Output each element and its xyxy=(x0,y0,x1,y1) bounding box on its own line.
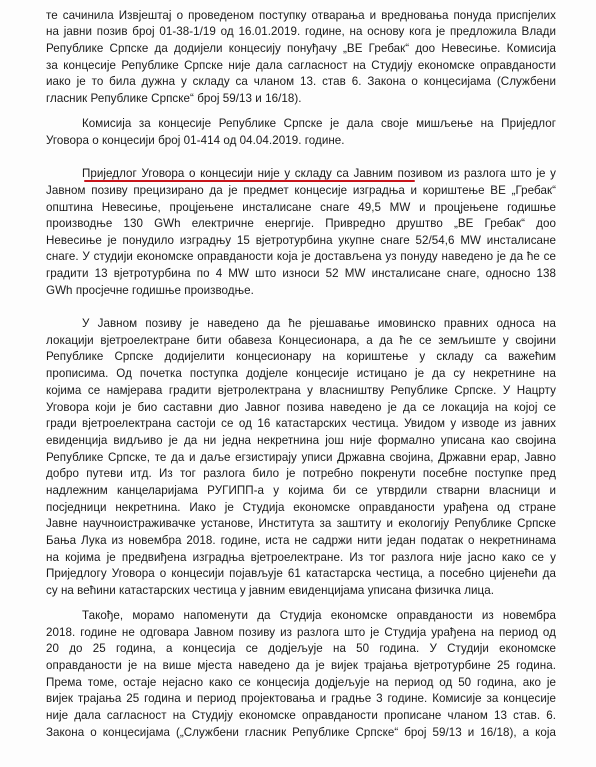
text-line: Комисија за концесије Републике Српске је дала своје мишљење на Приједлог xyxy=(82,117,556,130)
text-line: надлежним канцеларијама РУГИПП-а у којима би се утврдили стварни власници и xyxy=(46,484,556,497)
text-line: за концесије Републике Српске није дала сагласност на Студију економске оправданости xyxy=(46,59,556,72)
text-line: GWh просјечне годишње производње. xyxy=(46,284,254,297)
text-line: Јавном позиву прецизирано да је предмет концесије изградња и кориштење ВЕ „Гребак“ xyxy=(46,184,556,197)
text-line: општина Невесиње, процјењене инсталисане снаге 49,5 MW и процјењене годишње xyxy=(46,201,556,214)
text-line: посједници некретнина. Иако је Студија економске оправданости урађена од стране xyxy=(46,501,556,514)
text-line: иако је то била дужна у складу са чланом 13. став 6. Закона о концесијама (Службени xyxy=(46,75,556,88)
text-line: Републике Српске да додијели концесију понуђачу „ВЕ Гребак“ доо Невесиње. Комисија xyxy=(46,42,556,55)
text-line: гласник Републике Српске“ број 59/13 и 16/18). xyxy=(46,92,302,105)
text-line: Невесиње је понудило изградњу 15 вјетротурбина укупне снаге 52/54,6 MW инсталисане xyxy=(46,234,556,247)
text-line: Јавне научноистраживачке установе, Института за заштиту и екологију Републике Српске xyxy=(46,517,556,530)
text-line: на којима је предвиђена изградња вјетроелектране. Из тог разлога није јасно како се у xyxy=(46,551,556,564)
text-line: снаге. У студији економске оправданости која је достављена уз понуду наведено је да ће се xyxy=(46,250,556,263)
text-line: Републике Српске додијелити концесионару на кориштење у складу са важећим xyxy=(46,350,556,363)
text-line: Бања Лука из новембра 2018. године, иста не садржи нити један податак о некретнинама xyxy=(46,534,556,547)
text-line: гради вјетроелектрана састоји се од 16 катастарских честица. Увидом у изводе из јавних xyxy=(46,417,556,430)
text-line: оправданости је на више мјеста наведено да је вијек трајања вјетротурбине 25 година. xyxy=(46,659,556,672)
text-line: 2018. године не одговара Јавном позиву из разлога што је Студија урађена на период од xyxy=(46,626,556,639)
text-line: Такође, морамо напоменути да Студија економске оправданости из новембра xyxy=(82,609,556,622)
text-line: прописима. Од почетка поступка додјеле концесије истицано је да су некретнине на xyxy=(46,367,556,380)
text-line: Приједлог Уговора о концесији није у складу са Јавним позивом из разлога што је у xyxy=(82,167,556,180)
red-underline-annotation xyxy=(84,180,415,182)
text-line: У Јавном позиву је наведено да ће рјешавање имовинско правних односа на xyxy=(82,317,556,330)
text-line: градити 13 вјетротурбина по 4 MW што износи 52 MW инсталисане снаге, односно 138 xyxy=(46,267,556,280)
text-line: вијек трајања 25 година и период пројектовања и градње 3 године. Комисије за концесије xyxy=(46,692,556,705)
text-line: на јавни позив број 01-38-1/19 од 16.01.2019. године, на основу кога је предложила Влади xyxy=(46,25,556,38)
text-line: локацији вјетроелектране бити обавеза Концесионара, а да ће се земљиште у својини xyxy=(46,334,556,347)
text-line: 20 до 25 година, а концесија се додјељује на 50 година. У Студији економске xyxy=(46,642,556,655)
text-line: евиденција видљиво је да ни једна некретнина још није формално уписана као својина xyxy=(46,434,556,447)
text-line: су на већини катастарских честица у јавним евиденцијама уписана физичка лица. xyxy=(46,584,495,597)
text-line: није дала сагласност на Студију економске оправданости прописане чланом 13 став. 6. xyxy=(46,709,556,722)
text-line: Уговора о концесији број 01-414 од 04.04.2019. године. xyxy=(46,134,345,147)
text-line: којима се намјерава градити вјетролектрана у власништву Републике Српске. У Нацрту xyxy=(46,384,556,397)
text-line: Према томе, остаје нејасно како се концесија додјељује на период од 50 година, ако је xyxy=(46,676,556,689)
text-line: Закона о концесијама („Службени гласник Републике Српске“ број 59/13 и 16/18), а која xyxy=(46,726,556,739)
text-line: добро путеви итд. Из тог разлога било је потребно покренути посебне поступке пред xyxy=(46,467,556,480)
text-line: Уговора који је био саставни дио Јавног позива наведено је да се локација на којој се xyxy=(46,401,556,414)
text-line: те сачинила Извјештај о проведеном поступку отварања и вредновања понуда приспјелих xyxy=(46,9,556,22)
text-line: производње 130 GWh електричне енергије. Привредно друштво „ВЕ Гребак“ доо xyxy=(46,217,556,230)
text-line: Републике Српске, те да и даље егзистирају уписи Државна својина, Државни ерар, Јавно xyxy=(46,451,556,464)
text-line: Приједлогу Уговора о концесији појављује 61 катастарска честица, а посебно цијенећи да xyxy=(46,567,556,580)
